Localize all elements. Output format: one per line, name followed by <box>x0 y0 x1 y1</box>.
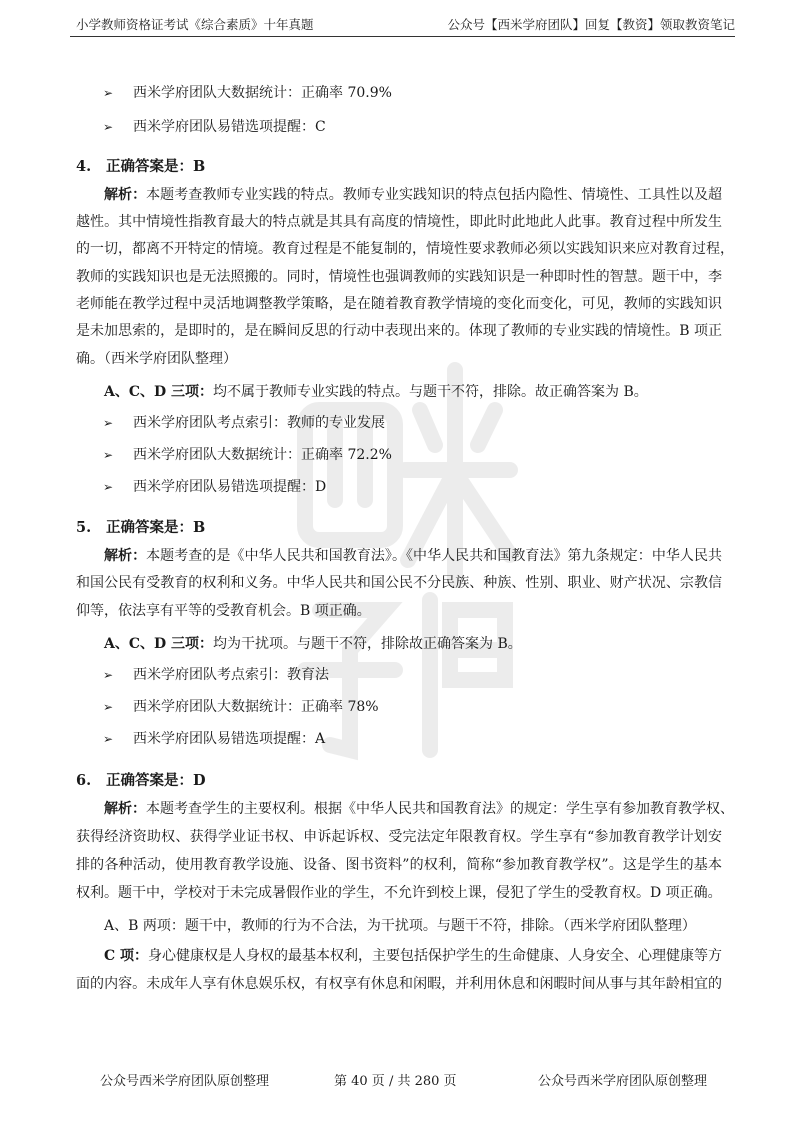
list-item: ➢ 西米学府团队大数据统计：正确率 78% <box>103 699 379 715</box>
q4-analysis-line: 越性。其中情境性指教育最大的特点就是其具有高度的情境性，即此时此地此人此事。教育过程中所发生 <box>76 214 722 230</box>
q5-analysis-line: 和国公民有受教育的权利和义务。中华人民共和国公民不分民族、种族、性别、职业、财产状况、宗教信 <box>76 575 722 591</box>
arrowhead-bullet-icon: ➢ <box>103 700 114 714</box>
arrowhead-bullet-icon: ➢ <box>103 120 114 134</box>
q5-options-acd: A、C、D 三项：均为干扰项。与题干不符，排除故正确答案为 B。 <box>104 636 522 652</box>
arrowhead-bullet-icon: ➢ <box>103 668 114 682</box>
footer-right: 公众号西米学府团队原创整理 <box>538 1074 708 1089</box>
footer-left: 公众号西米学府团队原创整理 <box>100 1074 270 1089</box>
arrowhead-bullet-icon: ➢ <box>103 416 114 430</box>
page-number: 第 40 页 / 共 280 页 <box>334 1074 457 1089</box>
q4-analysis-line: 确。（西米学府团队整理） <box>76 351 237 367</box>
header-title: 小学教师资格证考试《综合素质》十年真题 <box>76 17 314 32</box>
arrowhead-bullet-icon: ➢ <box>103 480 114 494</box>
q4-options-acd: A、C、D 三项：均不属于教师专业实践的特点。与题干不符，排除。故正确答案为 B。 <box>104 384 648 400</box>
q6-analysis-line: 排的各种活动，使用教育教学设施、设备、图书资料”的权利，简称“参加教育教学权”。这是学生的基本 <box>76 857 722 873</box>
q6-analysis-line: 权利。题干中，学校对于未完成暑假作业的学生，不允许到校上课，侵犯了学生的受教育权。D 项正确。 <box>76 885 722 901</box>
q4-analysis-line: 教师的实践知识也是无法照搬的。同时，情境性也强调教师的实践知识是一种即时性的智慧。题干中，李 <box>76 269 722 285</box>
q4-analysis-line: 老师能在教学过程中灵活地调整教学策略，是在随着教育教学情境的变化而变化，可见，教师的实践知识 <box>76 296 722 312</box>
arrowhead-bullet-icon: ➢ <box>103 86 114 100</box>
q5-analysis-line: 解析：本题考查的是《中华人民共和国教育法》。《中华人民共和国教育法》第九条规定：中华人民共 <box>104 548 723 564</box>
q6-analysis-line: 解析：本题考查学生的主要权利。根据《中华人民共和国教育法》的规定：学生享有参加教育教学权、 <box>104 801 734 817</box>
list-item: ➢ 西米学府团队易错选项提醒：D <box>103 479 327 495</box>
list-item: ➢ 西米学府团队易错选项提醒：A <box>103 731 326 747</box>
q5-analysis-line: 仰等，依法享有平等的受教育机会。B 项正确。 <box>76 603 371 619</box>
list-item: ➢ 西米学府团队考点索引：教育法 <box>103 667 329 683</box>
list-item: ➢ 西米学府团队大数据统计：正确率 70.9% <box>103 85 392 101</box>
q6-options-ab: A、B 两项：题干中，教师的行为不合法，为干扰项。与题干不符，排除。（西米学府团队整理） <box>104 918 696 934</box>
q4-analysis-line: 的一切，都离不开特定的情境。教育过程是不能复制的，情境性要求教师必须以实践知识来应对教育过程， <box>76 241 734 257</box>
q6-option-c-line: C 项：身心健康权是人身权的最基本权利，主要包括保护学生的生命健康、人身安全、心理健康等方 <box>104 948 723 964</box>
q4-analysis-line: 是未加思索的，是即时的，是在瞬间反思的行动中表现出来的。体现了教师的专业实践的情境性。B 项正 <box>76 323 722 339</box>
q4-analysis-line: 解析：本题考查教师专业实践的特点。教师专业实践知识的特点包括内隐性、情境性、工具性以及超 <box>104 187 722 203</box>
question-6-heading: 6. 正确答案是：D <box>76 772 206 789</box>
list-item: ➢ 西米学府团队考点索引：教师的专业发展 <box>103 415 385 431</box>
list-item: ➢ 西米学府团队易错选项提醒：C <box>103 119 326 135</box>
question-4-heading: 4. 正确答案是：B <box>76 158 206 175</box>
q6-option-c-line: 面的内容。未成年人享有休息娱乐权，有权享有休息和闲暇，并利用休息和闲暇时间从事与其年龄相宜的 <box>76 976 722 992</box>
header-promo: 公众号【西米学府团队】回复【教资】领取教资笔记 <box>447 17 735 32</box>
page-header <box>70 0 735 37</box>
q6-analysis-line: 获得经济资助权、获得学业证书权、申诉起诉权、受完法定年限教育权。学生享有“参加教育教学计划安 <box>76 829 722 845</box>
question-5-heading: 5. 正确答案是：B <box>76 519 206 536</box>
arrowhead-bullet-icon: ➢ <box>103 732 114 746</box>
arrowhead-bullet-icon: ➢ <box>103 448 114 462</box>
list-item: ➢ 西米学府团队大数据统计：正确率 72.2% <box>103 447 392 463</box>
